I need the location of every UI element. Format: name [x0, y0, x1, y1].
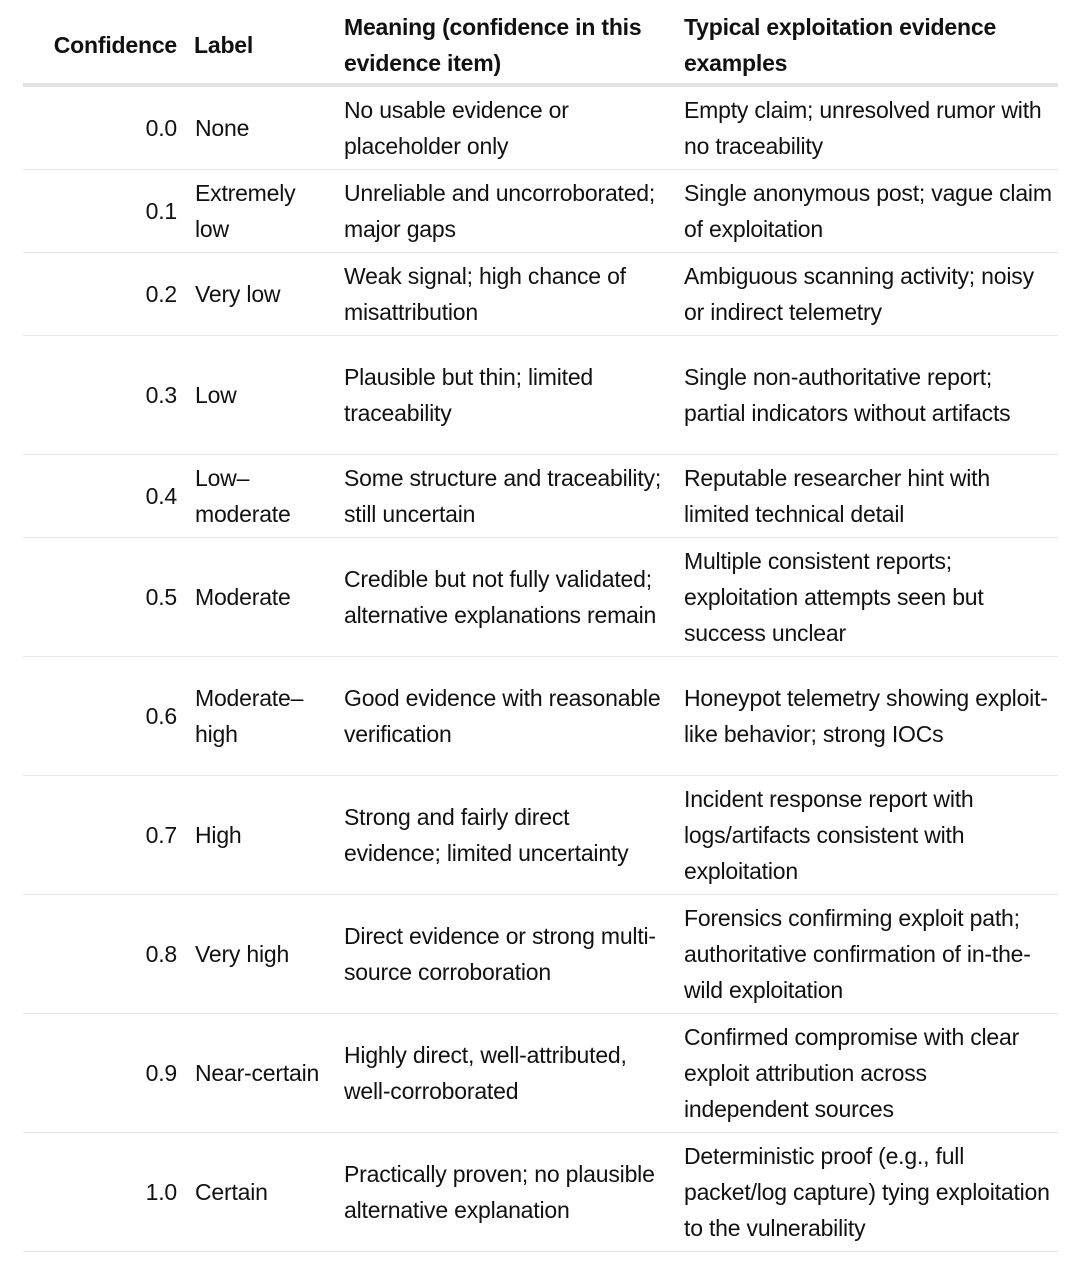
examples-cell: Deterministic proof (e.g., full packet/log capture) tying exploitation to the vulnerability [673, 1133, 1058, 1252]
examples-cell: Confirmed compromise with clear exploit attribution across independent sources [673, 1014, 1058, 1133]
label-cell: Near-certain [183, 1014, 333, 1133]
label-cell: Moderate–high [183, 657, 333, 776]
table-header [23, 7, 1058, 85]
table-row [23, 1014, 1058, 1133]
examples-cell: Multiple consistent reports; exploitation attempts seen but success unclear [673, 538, 1058, 657]
examples-cell: Honeypot telemetry showing exploit-like behavior; strong IOCs [673, 657, 1058, 776]
examples-cell: Reputable researcher hint with limited technical detail [673, 455, 1058, 538]
confidence-cell: 0.0 [23, 85, 183, 170]
table-row [23, 538, 1058, 657]
meaning-cell: Some structure and traceability; still uncertain [333, 455, 673, 538]
confidence-cell: 0.5 [23, 538, 183, 657]
table-row [23, 455, 1058, 538]
label-cell: Moderate [183, 538, 333, 657]
label-cell: Extremely low [183, 170, 333, 253]
header-confidence: Confidence [23, 7, 183, 85]
label-cell: Low [183, 336, 333, 455]
confidence-table-container [23, 7, 1058, 1252]
confidence-cell: 0.4 [23, 455, 183, 538]
meaning-cell: Unreliable and uncorroborated; major gaps [333, 170, 673, 253]
confidence-cell: 0.2 [23, 253, 183, 336]
table-body [23, 85, 1058, 1252]
confidence-cell: 0.3 [23, 336, 183, 455]
examples-cell: Incident response report with logs/artifacts consistent with exploitation [673, 776, 1058, 895]
label-cell: Very high [183, 895, 333, 1014]
confidence-cell: 0.1 [23, 170, 183, 253]
table-row [23, 1133, 1058, 1252]
meaning-cell: Practically proven; no plausible alternative explanation [333, 1133, 673, 1252]
confidence-cell: 1.0 [23, 1133, 183, 1252]
examples-cell: Single anonymous post; vague claim of exploitation [673, 170, 1058, 253]
meaning-cell: Strong and fairly direct evidence; limited uncertainty [333, 776, 673, 895]
confidence-cell: 0.7 [23, 776, 183, 895]
header-label: Label [183, 7, 333, 85]
label-cell: None [183, 85, 333, 170]
label-cell: Low–moderate [183, 455, 333, 538]
meaning-cell: Highly direct, well-attributed, well-corroborated [333, 1014, 673, 1133]
table-row [23, 657, 1058, 776]
table-row [23, 895, 1058, 1014]
confidence-scale-table [23, 7, 1058, 1252]
meaning-cell: Plausible but thin; limited traceability [333, 336, 673, 455]
header-meaning: Meaning (confidence in this evidence item) [333, 7, 673, 85]
meaning-cell: Good evidence with reasonable verification [333, 657, 673, 776]
header-row [23, 7, 1058, 85]
table-row [23, 85, 1058, 170]
table-row [23, 253, 1058, 336]
confidence-cell: 0.8 [23, 895, 183, 1014]
label-cell: Certain [183, 1133, 333, 1252]
confidence-cell: 0.9 [23, 1014, 183, 1133]
meaning-cell: No usable evidence or placeholder only [333, 85, 673, 170]
examples-cell: Empty claim; unresolved rumor with no traceability [673, 85, 1058, 170]
label-cell: High [183, 776, 333, 895]
label-cell: Very low [183, 253, 333, 336]
meaning-cell: Direct evidence or strong multi-source corroboration [333, 895, 673, 1014]
examples-cell: Forensics confirming exploit path; authoritative confirmation of in-the-wild exploitation [673, 895, 1058, 1014]
table-row [23, 170, 1058, 253]
header-examples: Typical exploitation evidence examples [673, 7, 1058, 85]
table-row [23, 776, 1058, 895]
examples-cell: Single non-authoritative report; partial indicators without artifacts [673, 336, 1058, 455]
meaning-cell: Credible but not fully validated; alternative explanations remain [333, 538, 673, 657]
meaning-cell: Weak signal; high chance of misattribution [333, 253, 673, 336]
examples-cell: Ambiguous scanning activity; noisy or indirect telemetry [673, 253, 1058, 336]
table-row [23, 336, 1058, 455]
confidence-cell: 0.6 [23, 657, 183, 776]
